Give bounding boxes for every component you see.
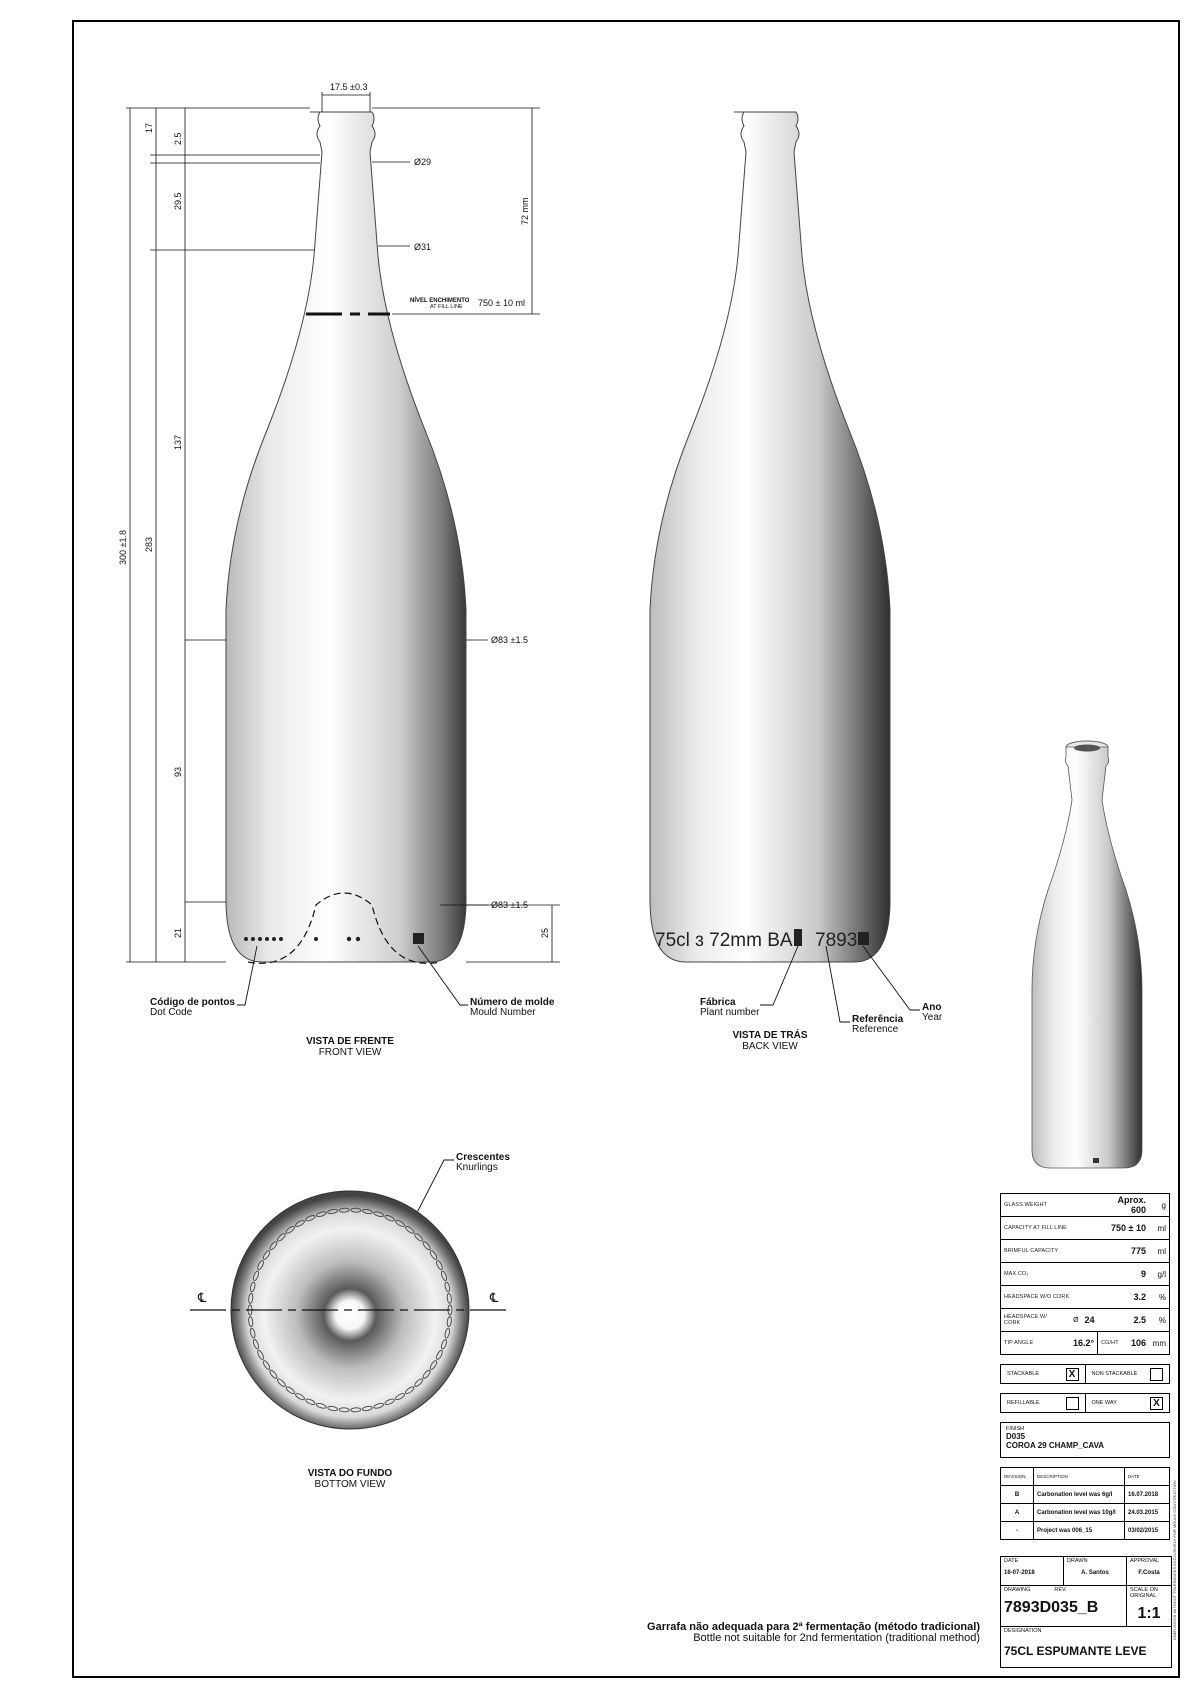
oneway-label: ONE WAY [1091,1400,1117,1406]
year-mark [858,932,869,945]
approval-label: APPROVAL [1130,1558,1160,1564]
spec-unit: mm [1149,1332,1170,1355]
dim-29-5: 29.5 [173,192,183,210]
title-row-people [1001,1557,1172,1586]
spec-row [1001,1286,1170,1309]
engraving-text-right: 7893 [815,930,858,951]
plant-number-callout [700,998,759,1018]
dim-283: 283 [144,536,154,552]
dim-d29: Ø29 [414,157,432,167]
mould-number-en: Mould Number [470,1007,536,1018]
revision-header-date: DATE [1125,1468,1170,1486]
spec-value: 3.2 [1098,1286,1149,1309]
spec-value: 2.5 [1098,1309,1149,1332]
year-callout [922,1003,942,1023]
stackable-label: STACKABLE [1007,1371,1039,1377]
bottom-view-pt: VISTA DO FUNDO [307,1468,393,1479]
title-row-designation [1001,1627,1172,1668]
spec-value: 106 [1125,1332,1149,1355]
finish-box [1000,1422,1170,1458]
nonstackable-option [1086,1364,1171,1384]
spec-row [1001,1240,1170,1263]
spec-row [1001,1194,1170,1217]
revision-description: Project was 006_15 [1034,1522,1125,1540]
centerline-left: ℄ [198,1290,207,1305]
revision-row [1001,1522,1170,1540]
spec-value: 775 [1098,1240,1149,1263]
reference-callout [852,1015,903,1035]
bottom-view-en: BOTTOM VIEW [314,1479,386,1490]
plant-number-mark [794,929,802,946]
finish-code: D035 [1006,1432,1026,1441]
reference-en: Reference [852,1024,899,1035]
spec-label: TIP ANGLE [1001,1332,1066,1355]
designation-label: DESIGNATION [1004,1628,1042,1634]
spec-label: HEADSPACE W/ CORK [1001,1309,1066,1332]
title-row-drawing [1001,1586,1172,1627]
fermentation-note [647,1622,980,1644]
scale-value: 1:1 [1137,1605,1161,1622]
dim-d83-body: Ø83 ±1.5 [491,635,528,645]
bottom-view-title [290,1468,410,1490]
dim-17: 17 [144,122,154,133]
side-note: DIMENSIONS WITHOUT TOLERANCES EXCLUSIVELY FOR MOULD CONSTRUCTION [1172,1480,1177,1640]
spec-unit: g [1149,1194,1170,1217]
back-view-title [715,1030,825,1052]
nonstackable-label: NON STACKABLE [1091,1371,1138,1377]
dot-code-en: Dot Code [150,1007,193,1018]
spec-label: MAX.CO₂ [1001,1263,1098,1286]
oneway-checkbox: X [1150,1397,1163,1410]
title-block [1000,1556,1172,1668]
front-view-en: FRONT VIEW [318,1047,382,1058]
front-view-bottle [226,112,466,963]
specification-block [1000,1193,1170,1540]
plant-number-en: Plant number [700,1007,760,1018]
refillable-label: REFILLABLE [1007,1400,1040,1406]
drawing-number: 7893D035_B [1004,1599,1099,1616]
spec-value: Aprox. 600 [1098,1194,1149,1217]
stackable-option [1000,1364,1086,1384]
back-view-bottle [650,112,890,962]
oneway-option [1086,1393,1171,1413]
scale-label: SCALE ON ORIGINAL [1130,1587,1158,1599]
revision-header-rev: REVISION [1001,1468,1034,1486]
spec-value: 24 [1082,1309,1098,1332]
refillable-checkbox [1066,1397,1079,1410]
spec-label: HEADSPACE W/O CORK [1001,1286,1098,1309]
dim-d83-base: Ø83 ±1.5 [491,900,528,910]
revision-date: 16.07.2018 [1125,1486,1170,1504]
drawing-date: 16-07-2018 [1004,1570,1035,1576]
engraving-text-left: 75cl ɜ 72mm BA [655,930,793,951]
title-table [1000,1556,1172,1668]
fill-line-value: 750 ± 10 ml [478,298,525,308]
dim-neck-width: 17.5 ±0.3 [330,82,368,92]
dim-93: 93 [173,766,183,777]
centerline-right: ℄ [490,1290,499,1305]
dim-137: 137 [173,434,183,450]
spec-table [1000,1193,1170,1355]
spec-label: BRIMFUL CAPACITY [1001,1240,1098,1263]
reference-pt: Referência [852,1014,904,1025]
spec-row [1001,1309,1170,1332]
fill-line-label-en: AT FILL LINE [430,304,463,310]
knurlings-pt: Crescentes [456,1152,510,1163]
stackable-row [1000,1364,1170,1384]
spec-unit: % [1149,1286,1170,1309]
bottom-view [190,1191,506,1429]
revision-code: B [1001,1486,1034,1504]
dim-300: 300 ±1.8 [118,530,128,565]
back-view-en: BACK VIEW [742,1041,798,1052]
spec-row [1001,1332,1170,1355]
note-pt: Garrafa não adequada para 2ª fermentação (método tradicional) [647,1621,980,1633]
drawn-label: DRAWN [1067,1558,1088,1564]
rev-label: REV. [1054,1587,1067,1593]
spec-value: 9 [1098,1263,1149,1286]
fill-line-label-pt: NÍVEL ENCHIMENTO [410,298,470,304]
date-label: DATE [1004,1558,1019,1564]
isometric-bottle [1032,741,1142,1168]
finish-label: FINISH [1006,1426,1025,1432]
revision-header [1001,1468,1170,1486]
dim-2-5: 2.5 [173,132,183,145]
finish-name: COROA 29 CHAMP_CAVA [1006,1441,1105,1450]
mould-number-pt: Número de molde [470,997,555,1008]
dim-21: 21 [173,927,183,938]
dim-25: 25 [540,927,550,938]
spec-value: 16.2° [1066,1332,1098,1355]
revision-code: A [1001,1504,1034,1522]
dot-code-callout [150,998,235,1018]
refillable-row [1000,1393,1170,1413]
spec-value: 750 ± 10 [1098,1217,1149,1240]
spec-unit: g/l [1149,1263,1170,1286]
spec-row [1001,1263,1170,1286]
revision-date: 24.03.2015 [1125,1504,1170,1522]
dot-code-pt: Código de pontos [150,997,235,1008]
approved-by: F.Costa [1138,1570,1160,1576]
revision-header-desc: DESCRIPTION [1034,1468,1125,1486]
spec-row [1001,1217,1170,1240]
back-view-pt: VISTA DE TRÁS [732,1030,808,1041]
spec-unit: ml [1149,1217,1170,1240]
front-view-pt: VISTA DE FRENTE [306,1036,394,1047]
spec-label: CAPACITY AT FILL LINE [1001,1217,1098,1240]
revision-description: Carbonation level was 10g/l [1034,1504,1125,1522]
knurlings-en: Knurlings [456,1162,498,1173]
front-view-title [290,1036,410,1058]
year-en: Year [922,1012,943,1023]
spec-unit: ml [1149,1240,1170,1263]
note-en: Bottle not suitable for 2nd fermentation (traditional method) [693,1632,980,1644]
year-pt: Ano [922,1002,942,1013]
dim-d31: Ø31 [414,242,432,252]
dim-72mm: 72 mm [520,197,530,225]
revision-code: - [1001,1522,1034,1540]
drawing-label: DRAWING [1004,1587,1031,1593]
revision-date: 03/02/2015 [1125,1522,1170,1540]
revision-row [1001,1504,1170,1522]
plant-number-pt: Fábrica [700,997,736,1008]
revision-description: Carbonation level was 6g/l [1034,1486,1125,1504]
knurlings-callout [456,1153,510,1173]
spec-unit: % [1149,1309,1170,1332]
spec-label: GLASS WEIGHT [1001,1194,1098,1217]
diameter-symbol: Ø [1066,1309,1082,1332]
mould-number-callout [470,998,554,1018]
revision-row [1001,1486,1170,1504]
nonstackable-checkbox [1150,1368,1163,1381]
refillable-option [1000,1393,1086,1413]
drawn-by: A. Santos [1081,1570,1109,1576]
revision-table [1000,1467,1170,1540]
stackable-checkbox: X [1066,1368,1079,1381]
spec-label: CG/HT [1098,1332,1125,1355]
designation: 75CL ESPUMANTE LEVE [1004,1644,1147,1658]
